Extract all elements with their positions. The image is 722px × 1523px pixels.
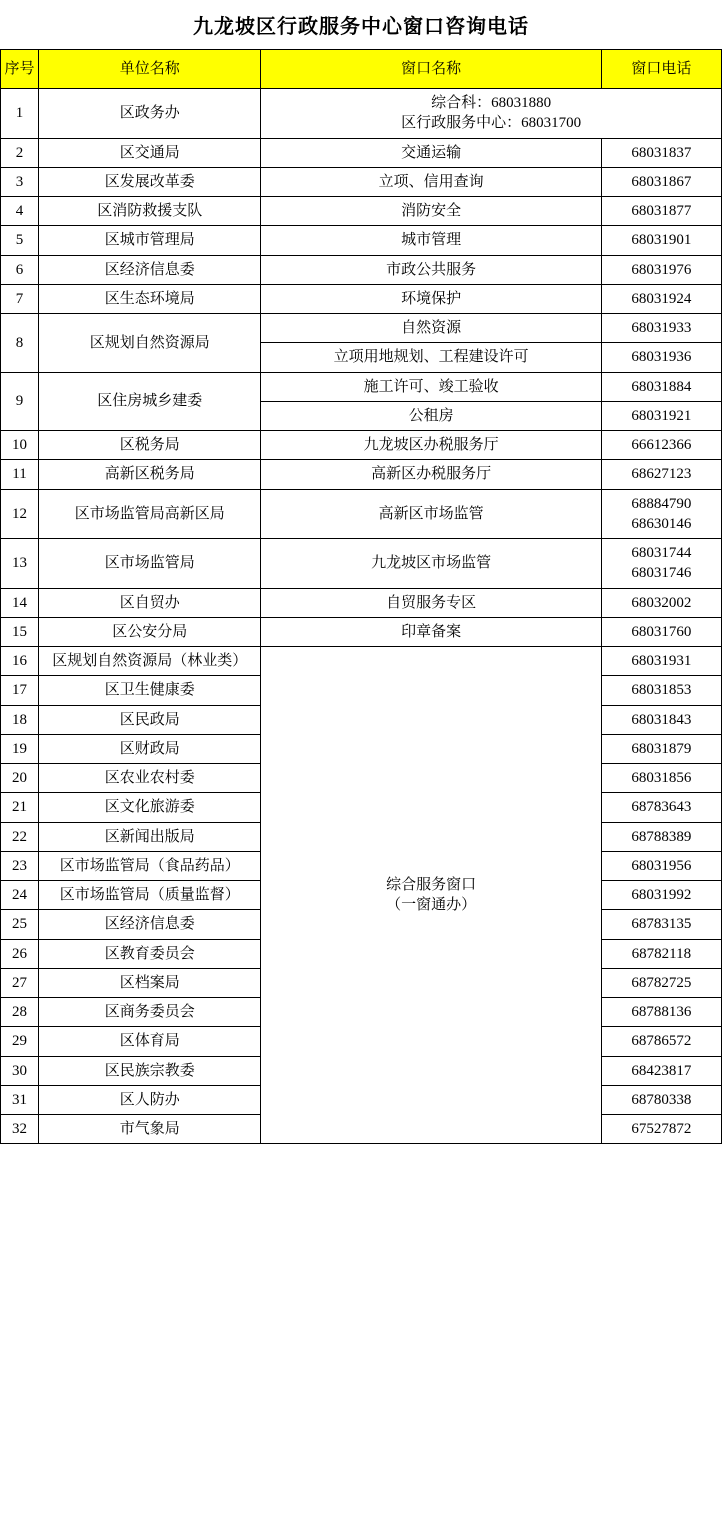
cell-seq: 3 [1,167,39,196]
cell-window: 交通运输 [261,138,601,167]
cell-unit: 区市场监管局 [39,539,261,589]
cell-window: 九龙坡区市场监管 [261,539,601,589]
table-row [1,372,722,401]
cell-unit: 区税务局 [39,431,261,460]
cell-unit: 区财政局 [39,734,261,763]
cell-seq: 30 [1,1056,39,1085]
cell-unit: 区民政局 [39,705,261,734]
cell-seq: 2 [1,138,39,167]
cell-phone: 68031936 [601,343,721,372]
cell-seq: 22 [1,822,39,851]
cell-window: 立项、信用查询 [261,167,601,196]
table-row [1,539,722,589]
cell-phone [601,539,721,589]
cell-phone: 68031921 [601,401,721,430]
cell-seq: 25 [1,910,39,939]
cell-phone: 68423817 [601,1056,721,1085]
cell-seq: 21 [1,793,39,822]
cell-seq: 14 [1,588,39,617]
cell-seq: 15 [1,617,39,646]
cell-seq: 29 [1,1027,39,1056]
cell-phone: 68031837 [601,138,721,167]
cell-unit: 区文化旅游委 [39,793,261,822]
cell-seq: 31 [1,1085,39,1114]
cell-unit: 区城市管理局 [39,226,261,255]
cell-seq: 32 [1,1115,39,1144]
cell-window [261,89,722,139]
cell-phone: 68031933 [601,314,721,343]
cell-unit: 区政务办 [39,89,261,139]
cell-seq: 26 [1,939,39,968]
cell-phone: 68788389 [601,822,721,851]
cell-unit: 区消防救援支队 [39,197,261,226]
cell-phone: 68031924 [601,284,721,313]
cell-unit: 区卫生健康委 [39,676,261,705]
service-phone-table [0,49,722,1144]
cell-phone: 68782725 [601,968,721,997]
column-header-phone: 窗口电话 [601,50,721,89]
table-row [1,167,722,196]
cell-unit: 区新闻出版局 [39,822,261,851]
cell-seq: 10 [1,431,39,460]
cell-unit: 区公安分局 [39,617,261,646]
cell-unit: 区农业农村委 [39,764,261,793]
table-row [1,284,722,313]
table-header-row [1,50,722,89]
merged-window-line2: （一窗通办） [386,897,477,914]
cell-window-line2: 区行政服务中心：68031700 [401,115,582,132]
cell-phone: 68783135 [601,910,721,939]
cell-seq: 8 [1,314,39,373]
cell-seq: 7 [1,284,39,313]
cell-seq: 13 [1,539,39,589]
table-row [1,489,722,539]
cell-phone: 67527872 [601,1115,721,1144]
cell-unit: 区发展改革委 [39,167,261,196]
cell-window-line1: 综合科：68031880 [431,95,552,111]
cell-phone-line1: 68884790 [631,495,692,512]
cell-phone: 68783643 [601,793,721,822]
cell-phone: 68031856 [601,764,721,793]
cell-seq: 27 [1,968,39,997]
cell-phone: 68031901 [601,226,721,255]
cell-phone: 68031992 [601,881,721,910]
cell-phone: 68782118 [601,939,721,968]
cell-phone: 68031976 [601,255,721,284]
cell-seq: 4 [1,197,39,226]
column-header-seq: 序号 [1,50,39,89]
cell-window: 高新区市场监管 [261,489,601,539]
cell-seq: 9 [1,372,39,431]
cell-window: 城市管理 [261,226,601,255]
cell-seq: 19 [1,734,39,763]
cell-seq: 23 [1,851,39,880]
table-row [1,226,722,255]
cell-phone: 68031879 [601,734,721,763]
cell-unit: 区自贸办 [39,588,261,617]
table-row [1,460,722,489]
cell-seq: 18 [1,705,39,734]
cell-window: 环境保护 [261,284,601,313]
cell-unit: 区教育委员会 [39,939,261,968]
cell-window: 公租房 [261,401,601,430]
table-row [1,617,722,646]
cell-unit: 市气象局 [39,1115,261,1144]
table-row [1,197,722,226]
cell-phone: 68627123 [601,460,721,489]
cell-phone: 68031853 [601,676,721,705]
cell-phone: 68031760 [601,617,721,646]
cell-unit: 区市场监管局（食品药品） [39,851,261,880]
cell-window: 自然资源 [261,314,601,343]
cell-seq: 11 [1,460,39,489]
cell-window: 立项用地规划、工程建设许可 [261,343,601,372]
cell-unit: 区档案局 [39,968,261,997]
merged-window-line1: 综合服务窗口 [386,876,477,893]
cell-phone: 68780338 [601,1085,721,1114]
cell-unit: 区住房城乡建委 [39,372,261,431]
cell-unit: 区民族宗教委 [39,1056,261,1085]
cell-phone: 68788136 [601,998,721,1027]
cell-phone: 68032002 [601,588,721,617]
cell-seq: 6 [1,255,39,284]
cell-window: 施工许可、竣工验收 [261,372,601,401]
cell-unit: 区交通局 [39,138,261,167]
cell-window: 印章备案 [261,617,601,646]
cell-window-merged [261,647,601,1144]
cell-seq: 28 [1,998,39,1027]
cell-phone: 66612366 [601,431,721,460]
page-title: 九龙坡区行政服务中心窗口咨询电话 [193,16,529,38]
cell-phone: 68031867 [601,167,721,196]
cell-phone-line2: 68630146 [631,515,692,532]
cell-unit: 区生态环境局 [39,284,261,313]
cell-seq: 24 [1,881,39,910]
cell-window: 九龙坡区办税服务厅 [261,431,601,460]
cell-unit: 区规划自然资源局 [39,314,261,373]
cell-unit: 区经济信息委 [39,255,261,284]
cell-unit: 区体育局 [39,1027,261,1056]
cell-unit: 区经济信息委 [39,910,261,939]
cell-phone-line2: 68031746 [631,565,692,582]
table-row [1,431,722,460]
cell-unit: 区规划自然资源局（林业类） [39,647,261,676]
table-row [1,138,722,167]
cell-seq: 20 [1,764,39,793]
cell-phone: 68031877 [601,197,721,226]
table-row [1,588,722,617]
cell-seq: 16 [1,647,39,676]
cell-unit: 区商务委员会 [39,998,261,1027]
cell-unit: 高新区税务局 [39,460,261,489]
cell-phone: 68031843 [601,705,721,734]
cell-unit: 区人防办 [39,1085,261,1114]
cell-window: 自贸服务专区 [261,588,601,617]
cell-phone: 68031956 [601,851,721,880]
cell-phone [601,489,721,539]
cell-window: 高新区办税服务厅 [261,460,601,489]
cell-window: 市政公共服务 [261,255,601,284]
cell-seq: 12 [1,489,39,539]
column-header-window: 窗口名称 [261,50,601,89]
table-row [1,647,722,676]
cell-seq: 5 [1,226,39,255]
table-row [1,314,722,343]
table-row [1,89,722,139]
cell-unit: 区市场监管局高新区局 [39,489,261,539]
cell-phone-line1: 68031744 [631,545,692,561]
cell-seq: 17 [1,676,39,705]
cell-window: 消防安全 [261,197,601,226]
cell-seq: 1 [1,89,39,139]
cell-unit: 区市场监管局（质量监督） [39,881,261,910]
cell-phone: 68031931 [601,647,721,676]
table-row [1,255,722,284]
cell-phone: 68031884 [601,372,721,401]
column-header-unit: 单位名称 [39,50,261,89]
cell-phone: 68786572 [601,1027,721,1056]
